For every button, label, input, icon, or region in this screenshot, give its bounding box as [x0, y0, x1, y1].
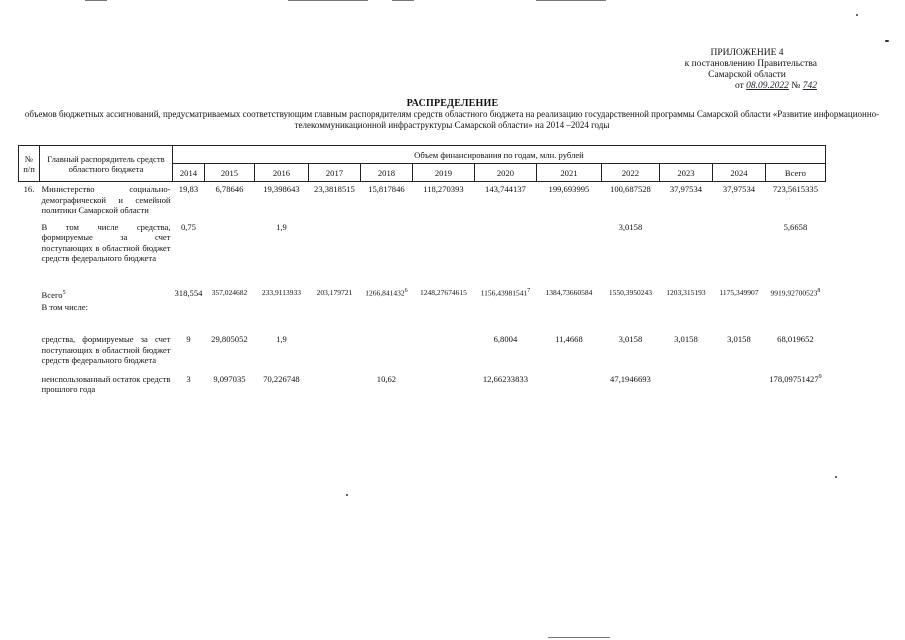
value-cell: 1384,73660584	[545, 287, 593, 297]
value-cell: 143,744137	[485, 184, 526, 194]
row-number	[19, 216, 40, 264]
value-cell: 19,398643	[263, 184, 300, 194]
value-cell: 3,0158	[618, 221, 643, 232]
value-cell: 178,09751427$^9$	[769, 373, 822, 384]
table-row	[19, 182, 826, 216]
appendix-line3: Самарской области	[708, 70, 786, 80]
value-cell: 1550,3950243	[608, 287, 652, 297]
value-cell	[536, 366, 601, 395]
table-row	[19, 312, 826, 366]
value-cell	[412, 300, 474, 313]
value-cell: 3,0158	[727, 334, 751, 345]
value-cell	[474, 300, 536, 313]
financing-table	[18, 145, 826, 395]
table-row	[19, 264, 826, 300]
year-header: Всего	[765, 164, 825, 182]
value-cell	[308, 312, 360, 366]
table-row	[19, 366, 826, 395]
table-row	[19, 216, 826, 264]
header-manager: Главный распорядитель средств областного бюджета	[40, 146, 173, 182]
year-header: 2018	[360, 164, 412, 182]
row-label: В том числе:	[41, 301, 88, 312]
value-cell: 19,83	[178, 184, 199, 194]
value-cell: 15,817846	[368, 184, 405, 194]
year-header: 2015	[204, 164, 254, 182]
value-cell: 1156,43981541$^7$	[480, 287, 531, 297]
value-cell: 0,75	[180, 221, 196, 232]
value-cell: 68,019652	[777, 334, 814, 345]
row-number	[19, 264, 40, 300]
value-cell: 3,0158	[618, 334, 643, 345]
value-cell: 70,226748	[263, 373, 300, 384]
year-header: 2016	[254, 164, 308, 182]
value-cell: 9,097035	[213, 373, 246, 384]
number-label: №	[791, 81, 801, 91]
value-cell: 1,9	[276, 221, 287, 232]
value-cell: 47,1946693	[610, 373, 651, 384]
row-label: Всего$^5$	[41, 289, 66, 300]
value-cell: 12,66233833	[482, 373, 528, 384]
value-cell: 357,024682	[211, 287, 248, 297]
value-cell: 203,179721	[316, 287, 353, 297]
value-cell: 118,270393	[423, 184, 464, 194]
decree-date: 08.09.2022	[746, 81, 789, 91]
value-cell: 37,97534	[669, 184, 703, 194]
value-cell	[360, 300, 412, 313]
value-cell: 1203,315193	[666, 287, 706, 297]
row-number: 16.	[23, 184, 35, 194]
value-cell: 3,0158	[674, 334, 698, 345]
row-label: неиспользованный остаток средств прошлого года	[41, 373, 171, 395]
table-body	[19, 182, 826, 395]
row-label: Министерство социально-демографической и семейной политики Самарской области	[41, 184, 171, 215]
value-cell: 9919,92700523$^8$	[770, 287, 821, 297]
value-cell: 199,693995	[548, 184, 590, 194]
year-header: 2020	[474, 164, 536, 182]
value-cell	[536, 216, 601, 264]
year-header: 2021	[536, 164, 601, 182]
appendix-line2: к постановлению Правительства	[684, 59, 817, 69]
value-cell	[601, 300, 659, 313]
value-cell: 5,6658	[783, 221, 808, 232]
value-cell	[659, 216, 712, 264]
value-cell	[204, 216, 254, 264]
value-cell	[204, 300, 254, 313]
value-cell: 1248,27674615	[420, 287, 467, 297]
value-cell: 3	[186, 373, 191, 384]
value-cell: 233,9113933	[261, 287, 301, 297]
appendix-date-line	[637, 81, 817, 92]
value-cell	[536, 300, 601, 313]
value-cell: 723,5615335	[772, 184, 818, 194]
value-cell	[474, 216, 536, 264]
year-header: 2014	[173, 164, 205, 182]
row-label: В том числе средства, формируемые за счет поступающих в областной бюджет средств федерального бюджета	[41, 221, 171, 263]
value-cell: 10,62	[376, 373, 397, 384]
decree-number: 742	[802, 81, 817, 91]
value-cell: 11,4668	[555, 334, 583, 345]
row-number	[19, 366, 40, 395]
value-cell	[308, 300, 360, 313]
value-cell	[712, 216, 765, 264]
value-cell	[254, 300, 308, 313]
row-number	[19, 312, 40, 366]
value-cell: 318,554	[174, 287, 203, 298]
table-row	[19, 300, 826, 313]
value-cell: 1266,841432$^6$	[365, 287, 408, 297]
year-header: 2024	[712, 164, 765, 182]
value-cell: 1,9	[276, 334, 287, 345]
value-cell	[712, 366, 765, 395]
value-cell	[712, 300, 765, 313]
value-cell	[360, 216, 412, 264]
year-header: 2017	[308, 164, 360, 182]
value-cell	[412, 312, 474, 366]
value-cell: 29,805052	[211, 334, 248, 345]
value-cell	[308, 366, 360, 395]
year-header: 2022	[601, 164, 659, 182]
value-cell	[412, 216, 474, 264]
value-cell: 37,97534	[722, 184, 756, 194]
document-subtitle: объемов бюджетных ассигнований, предусматриваемых соответствующим главным распорядителям средств областного бюджета на реализацию государственной программы Самарской области «Развитие информационно-телекоммуникационной инфраструктуры Самарской области» на 2014 –2024 годы	[24, 109, 880, 130]
value-cell	[412, 366, 474, 395]
appendix-header	[637, 48, 817, 92]
value-cell	[765, 300, 825, 313]
appendix-title: ПРИЛОЖЕНИЕ 4	[710, 48, 784, 58]
value-cell: 6,78646	[215, 184, 244, 194]
value-cell	[659, 366, 712, 395]
row-number	[19, 300, 40, 313]
year-header: 2019	[412, 164, 474, 182]
document-title: РАСПРЕДЕЛЕНИЕ	[406, 98, 499, 109]
from-label: от	[735, 81, 744, 91]
value-cell: 1175,349907	[719, 287, 759, 297]
year-header: 2023	[659, 164, 712, 182]
value-cell: 9	[186, 334, 191, 345]
value-cell: 100,687528	[610, 184, 651, 194]
header-financing: Объем финансирования по годам, млн. рублей	[173, 146, 826, 164]
value-cell: 6,8004	[493, 334, 518, 345]
value-cell	[308, 216, 360, 264]
value-cell	[360, 312, 412, 366]
header-num: № п/п	[19, 146, 40, 182]
value-cell	[173, 300, 205, 313]
value-cell: 23,3818515	[314, 184, 355, 194]
row-label: средства, формируемые за счет поступающих в областной бюджет средств федерального бюджета	[41, 334, 171, 366]
value-cell	[659, 300, 712, 313]
